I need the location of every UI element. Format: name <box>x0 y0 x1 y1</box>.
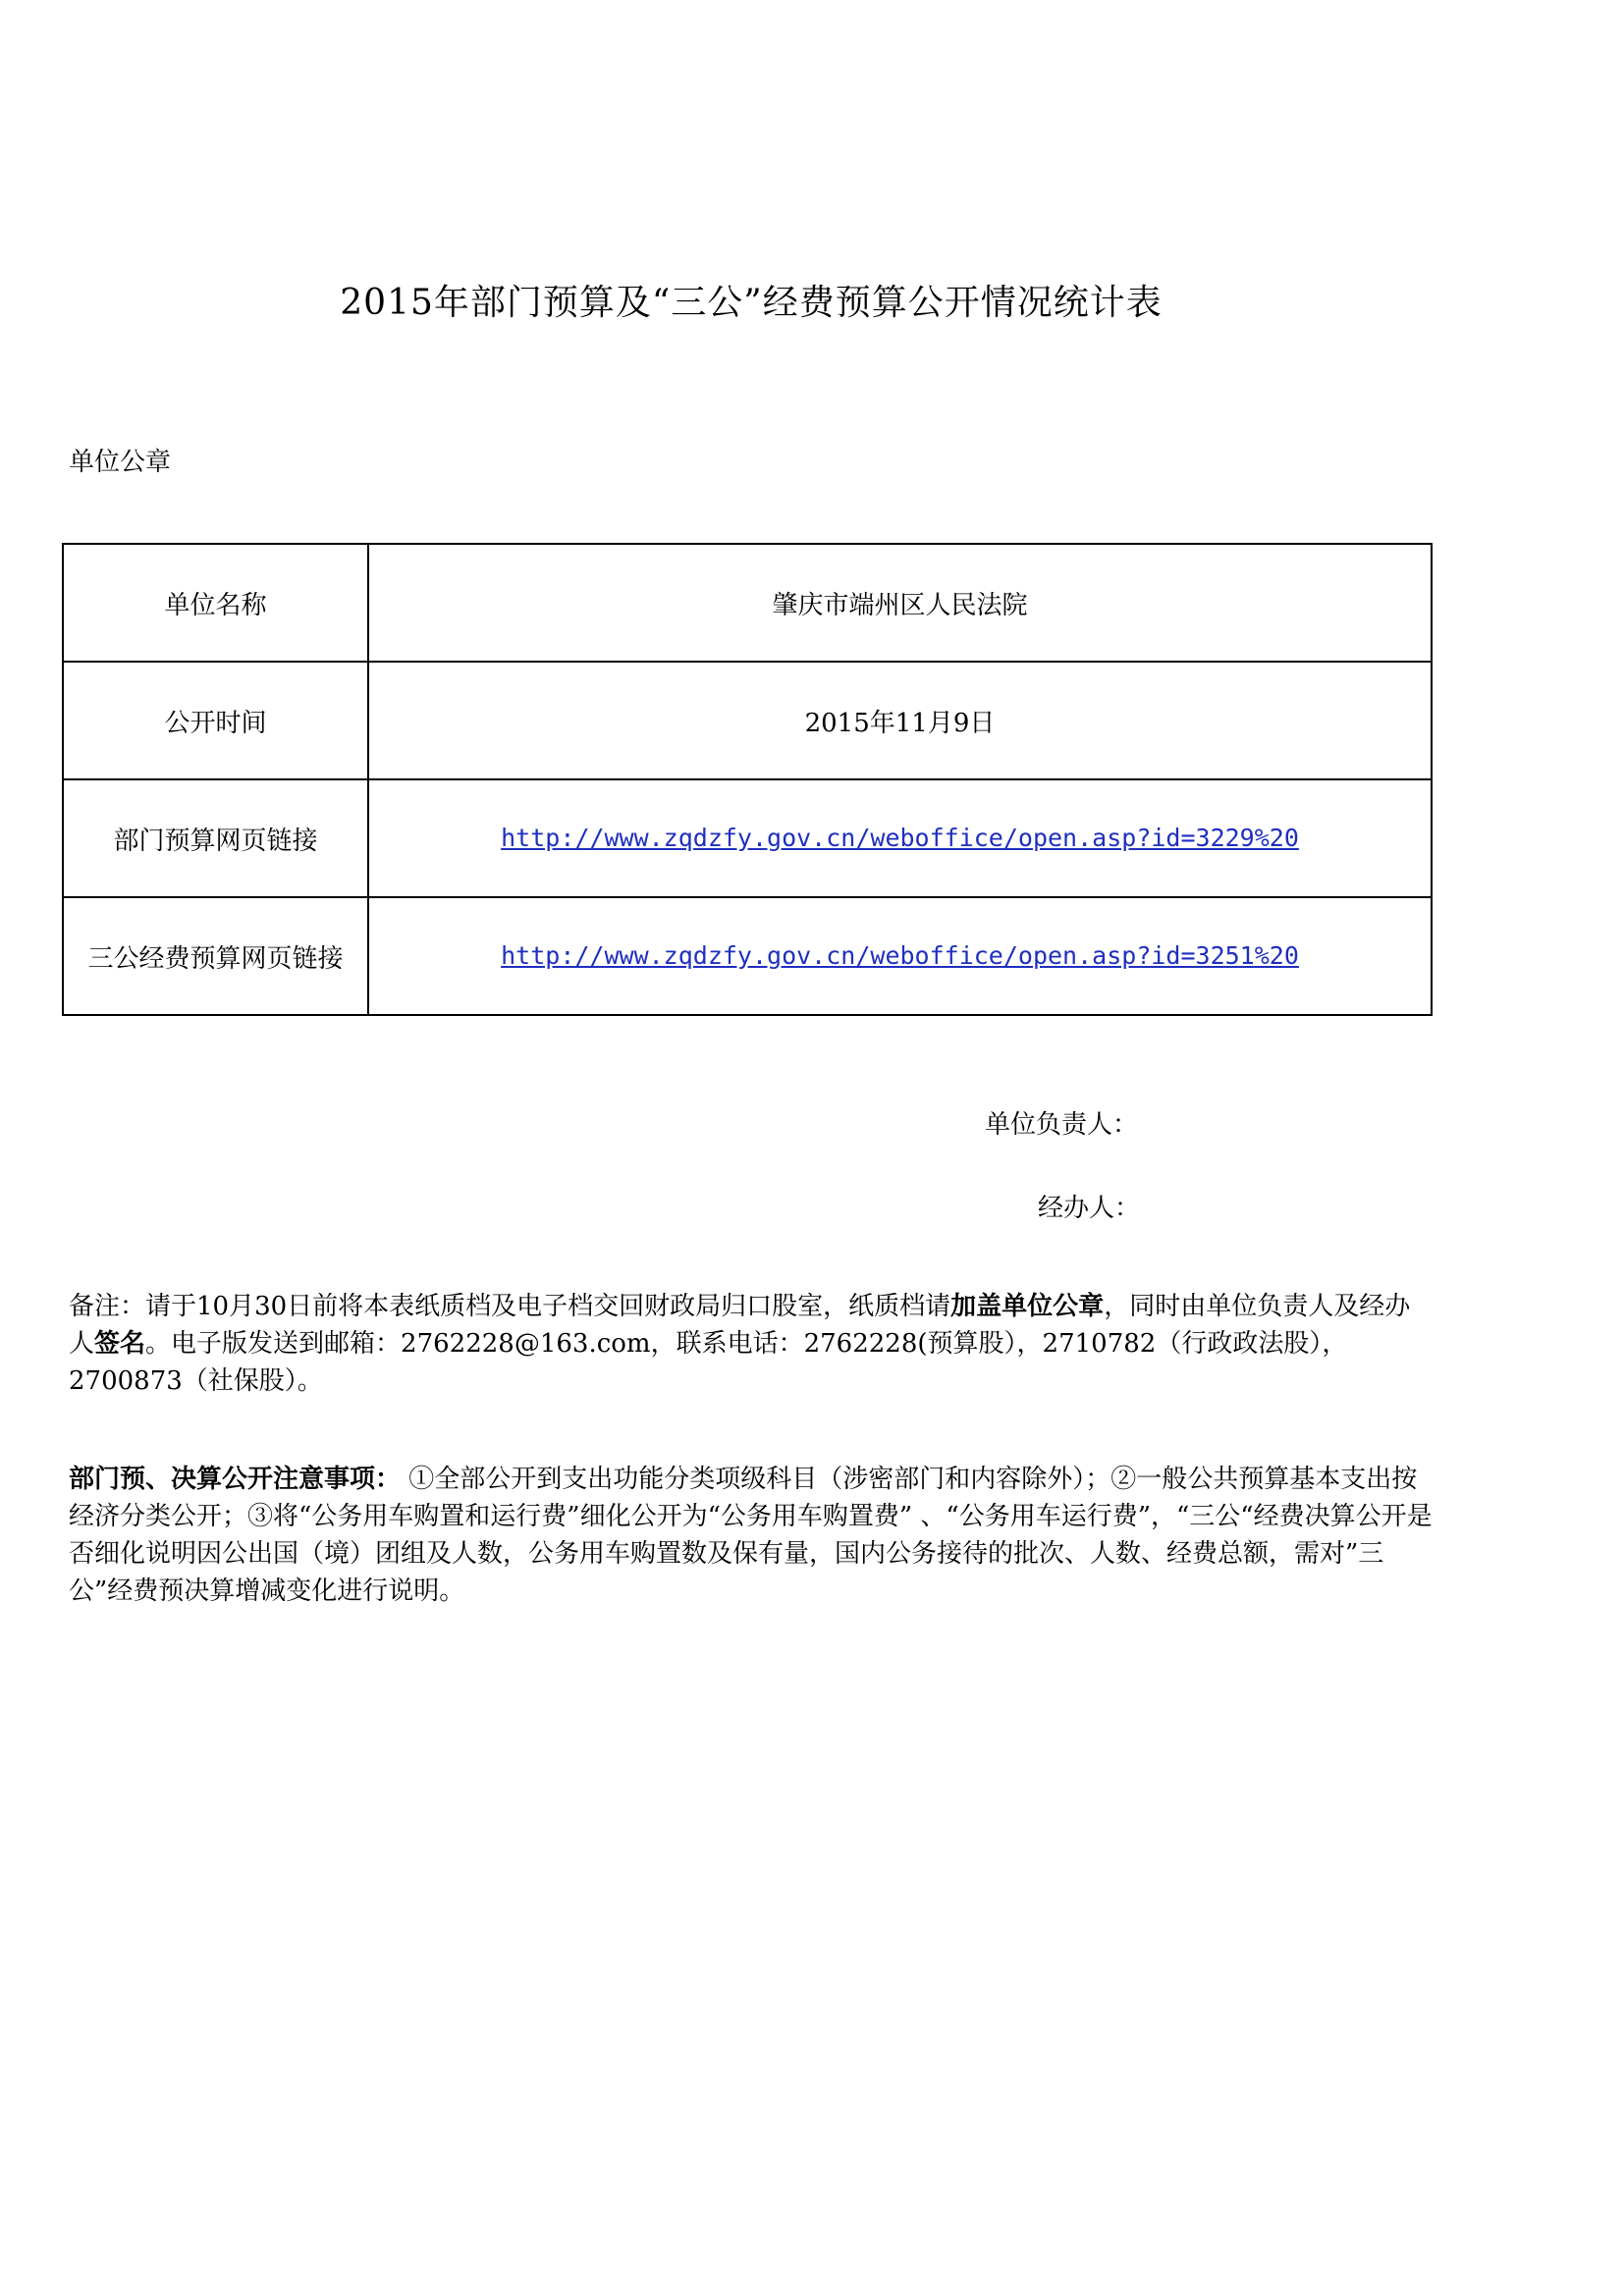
three-public-link-cell <box>368 897 1432 1015</box>
page-title: 2015年部门预算及“三公”经费预算公开情况统计表 <box>340 283 1163 323</box>
three-public-link[interactable]: http://www.zqdzfy.gov.cn/weboffice/open.asp?id=3251%20 <box>501 941 1299 970</box>
remark-bold-seal: 加盖单位公章 <box>950 1292 1105 1321</box>
notice-paragraph <box>69 1461 1434 1610</box>
unit-name-label: 单位名称 <box>63 544 368 662</box>
table-row-budget-link <box>63 779 1432 897</box>
publish-date-value: 2015年11月9日 <box>368 662 1432 779</box>
info-table <box>62 543 1433 1016</box>
remark-paragraph <box>69 1288 1434 1400</box>
table-row-publish-date <box>63 662 1432 779</box>
unit-head-signature-label: 单位负责人： <box>985 1110 1139 1140</box>
budget-link-cell <box>368 779 1432 897</box>
table-row-unit-name <box>63 544 1432 662</box>
unit-name-value: 肇庆市端州区人民法院 <box>368 544 1432 662</box>
three-public-link-label: 三公经费预算网页链接 <box>63 897 368 1015</box>
budget-link[interactable]: http://www.zqdzfy.gov.cn/weboffice/open.asp?id=3229%20 <box>501 824 1299 852</box>
remark-text-1: 备注：请于10月30日前将本表纸质档及电子档交回财政局归口股室，纸质档请 <box>69 1292 951 1321</box>
handler-signature-label: 经办人： <box>1038 1194 1141 1223</box>
publish-date-label: 公开时间 <box>63 662 368 779</box>
remark-bold-sign: 签名 <box>94 1329 146 1359</box>
remark-text-3: 。电子版发送到邮箱：2762228@163.com，联系电话：2762228(预算股），2710782（行政政法股），2700873（社保股）。 <box>69 1329 1348 1396</box>
notice-body: ①全部公开到支出功能分类项级科目（涉密部门和内容除外）；②一般公共预算基本支出按经济分类公开；③将“公务用车购置和运行费”细化公开为“公务用车购置费” 、“公务用车运行费”，“三公“经费决算公开是否细化说明因公出国（境）团组及人数，公务用车购置数及保有量，国内公务接待的批次、人数、经费总额，需对”三公”经费预决算增减变化进行说明。 <box>69 1465 1433 1606</box>
budget-link-label: 部门预算网页链接 <box>63 779 368 897</box>
seal-label: 单位公章 <box>69 448 172 477</box>
table-row-three-public-link <box>63 897 1432 1015</box>
notice-heading: 部门预、决算公开注意事项： <box>69 1465 402 1494</box>
remark-text-2: ，同时由单位负责人及经办人 <box>69 1292 1411 1359</box>
